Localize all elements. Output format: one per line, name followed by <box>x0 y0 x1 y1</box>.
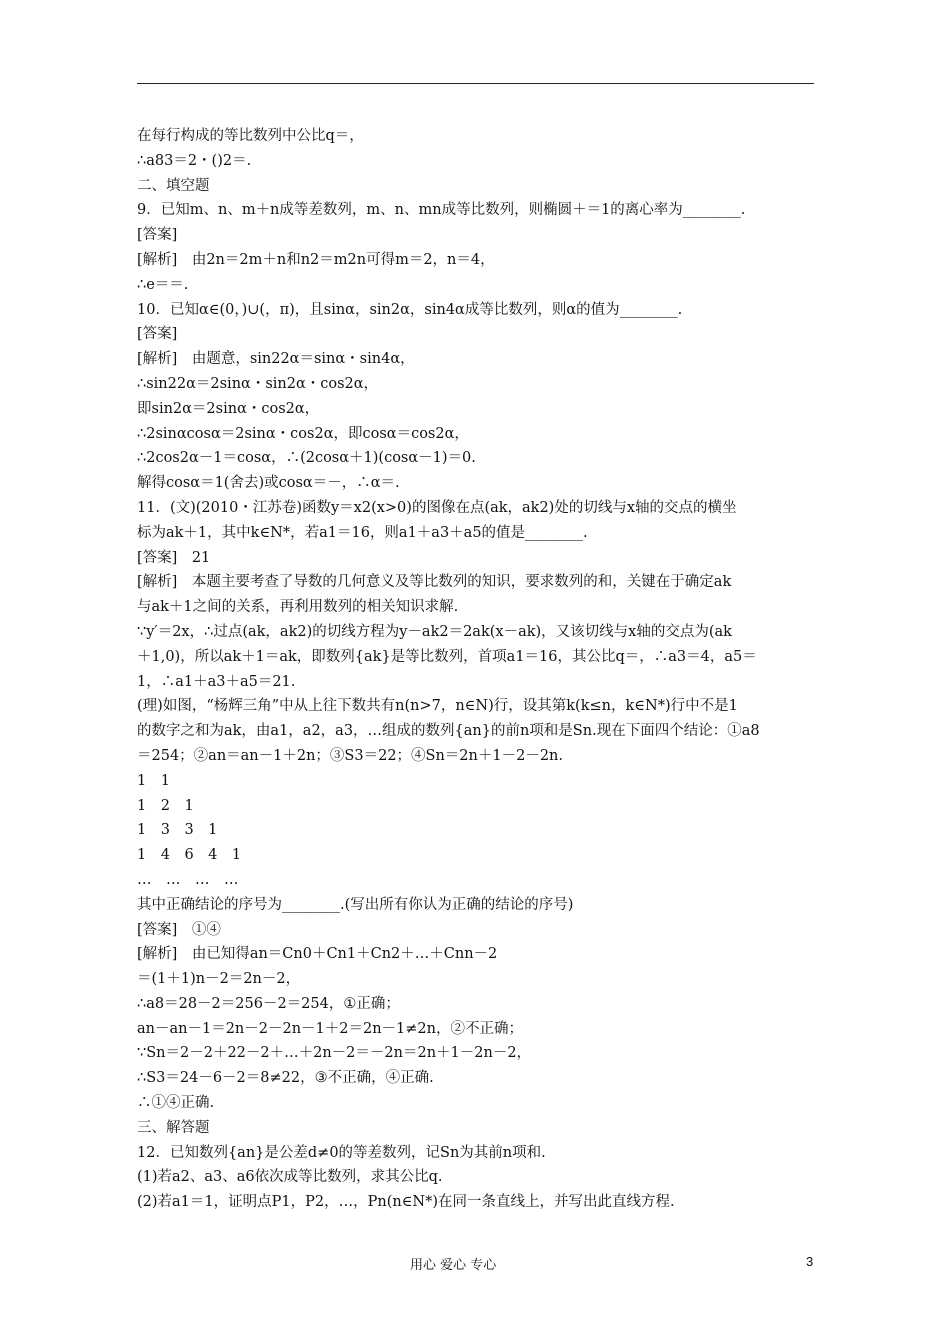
text-line: [解析] 由题意，sin22α＝sinα・sin4α， <box>137 351 415 368</box>
text-line: 标为ak＋1，其中k∈N*，若a1＝16，则a1＋a3＋a5的值是________. <box>137 524 588 541</box>
text-line: (2)若a1＝1，证明点P1，P2，…，Pn(n∈N*)在同一条直线上，并写出此直线方程. <box>137 1194 675 1211</box>
text-line: [答案] <box>137 326 178 343</box>
text-line: [解析] 由2n＝2m＋n和n2＝m2n可得m＝2，n＝4， <box>137 251 495 268</box>
text-line: 11．(文)(2010・江苏卷)函数y＝x2(x>0)的图像在点(ak，ak2)处的切线与x轴的交点的横坐 <box>137 499 737 516</box>
text-line: 在每行构成的等比数列中公比q＝， <box>137 128 364 144</box>
text-line: ∴sin22α＝2sinα・sin2α・cos2α， <box>137 375 379 392</box>
text-line: 1 2 1 <box>137 797 194 814</box>
text-line: 10．已知α∈(0，)∪(，π)，且sinα，sin2α，sin4α成等比数列，则α的值为________. <box>137 301 683 318</box>
header-rule <box>137 83 814 84</box>
footer-text: 用心 爱心 专心 <box>410 1258 497 1273</box>
text-line: ∵Sn＝2－2＋22－2＋…＋2n－2＝－2n＝2n＋1－2n－2， <box>137 1045 532 1062</box>
page-number: 3 <box>806 1254 814 1269</box>
text-line: ＝(1＋1)n－2＝2n－2， <box>137 971 301 988</box>
text-line: 9．已知m、n、m＋n成等差数列，m、n、mn成等比数列，则椭圆＋＝1的离心率为________. <box>137 202 746 219</box>
text-line: ∴2cos2α－1＝cosα，∴(2cosα＋1)(cosα－1)＝0. <box>137 450 476 467</box>
text-line: ＝254；②an＝an－1＋2n；③S3＝22；④Sn＝2n＋1－2－2n. <box>137 747 563 764</box>
text-line: an－an－1＝2n－2－2n－1＋2＝2n－1≠2n，②不正确； <box>137 1020 523 1037</box>
document-body <box>137 124 817 1215</box>
text-line: ∵y′＝2x，∴过点(ak，ak2)的切线方程为y－ak2＝2ak(x－ak)，又该切线与x轴的交点为(ak <box>137 623 732 640</box>
text-line: 12．已知数列{an}是公差d≠0的等差数列，记Sn为其前n项和. <box>137 1144 546 1161</box>
text-line: ∴e＝＝. <box>137 276 189 293</box>
text-line: [答案] 21 <box>137 549 211 566</box>
text-line: [解析] 由已知得an＝Cn0＋Cn1＋Cn2＋…＋Cnn－2 <box>137 946 498 963</box>
text-line: 其中正确结论的序号为________.(写出所有你认为正确的结论的序号) <box>137 896 574 913</box>
text-line: (理)如图，“杨辉三角”中从上往下数共有n(n>7，n∈N)行，设其第k(k≤n，k∈N*)行中不是1 <box>137 698 738 715</box>
text-line: 1 4 6 4 1 <box>137 847 242 864</box>
text-line: 1 1 <box>137 772 170 789</box>
text-line: … … … … <box>137 871 239 888</box>
text-line: [答案] ①④ <box>137 921 221 938</box>
text-line: ∴a8＝28－2＝256－2＝254，①正确； <box>137 995 400 1012</box>
text-line: ∴①④正确. <box>137 1095 215 1112</box>
text-line: 二、填空题 <box>137 177 210 194</box>
text-line: 1 3 3 1 <box>137 822 218 839</box>
text-line: ∴S3＝24－6－2＝8≠22，③不正确，④正确. <box>137 1070 434 1087</box>
text-line: (1)若a2、a3、a6依次成等比数列，求其公比q. <box>137 1169 443 1186</box>
text-line: 三、解答题 <box>137 1119 210 1136</box>
text-line: [答案] <box>137 227 178 244</box>
text-line: 1，∴a1＋a3＋a5＝21. <box>137 673 296 690</box>
text-line: ∴2sinαcosα＝2sinα・cos2α，即cosα＝cos2α， <box>137 425 469 442</box>
text-line: 即sin2α＝2sinα・cos2α， <box>137 400 320 417</box>
text-line: 解得cosα＝1(舍去)或cosα＝－，∴α＝. <box>137 475 400 492</box>
text-line: 与ak＋1之间的关系，再利用数列的相关知识求解. <box>137 599 459 616</box>
text-line: ＋1,0)，所以ak＋1＝ak，即数列{ak}是等比数列，首项a1＝16，其公比q＝，∴a3＝4，a5＝ <box>137 648 757 665</box>
text-line: ∴a83＝2・()2＝. <box>137 152 252 169</box>
text-line: 的数字之和为ak，由a1，a2，a3，…组成的数列{an}的前n项和是Sn.现在下面四个结论：①a8 <box>137 723 760 740</box>
text-line: [解析] 本题主要考查了导数的几何意义及等比数列的知识，要求数列的和，关键在于确定ak <box>137 574 732 591</box>
